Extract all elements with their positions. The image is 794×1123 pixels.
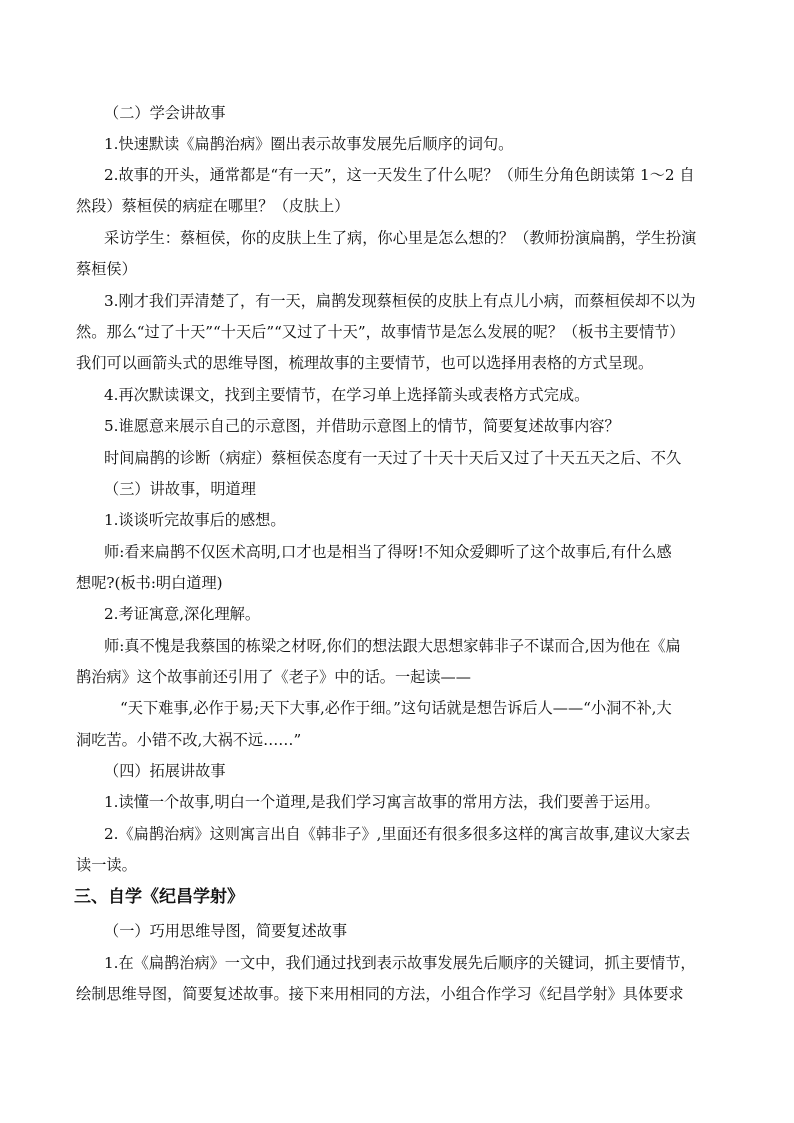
paragraph-line: 3.刚才我们弄清楚了，有一天，扁鹊发现蔡桓侯的皮肤上有点儿小病，而蔡桓侯却不以为 <box>104 292 696 310</box>
paragraph-line: 我们可以画箭头式的思维导图，梳理故事的主要情节，也可以选择用表格的方式呈现。 <box>76 354 654 372</box>
paragraph-line: 绘制思维导图，简要复述故事。接下来用相同的方法，小组合作学习《纪昌学射》具体要求 <box>76 985 684 1003</box>
quote-line: “天下难事,必作于易;天下大事,必作于细。”这句话就是想告诉后人——“小洞不补,大 <box>120 699 672 717</box>
section-heading-1: （一）巧用思维导图，简要复述故事 <box>104 922 347 940</box>
paragraph-line: 5.谁愿意来展示自己的示意图，并借助示意图上的情节，简要复述故事内容？ <box>104 417 620 435</box>
section-heading-3: （三）讲故事，明道理 <box>104 480 256 498</box>
paragraph-line: 读一读。 <box>76 856 137 874</box>
section-heading-2: （二）学会讲故事 <box>104 104 226 122</box>
paragraph-line: 2.《扁鹊治病》这则寓言出自《韩非子》,里面还有很多很多这样的寓言故事,建议大家去 <box>104 825 691 843</box>
paragraph-line: 然。那么“过了十天”“十天后”“又过了十天”，故事情节是怎么发展的呢？（板书主要情节） <box>76 323 685 341</box>
paragraph-line: 蔡桓侯） <box>76 260 137 278</box>
paragraph-line: 鹊治病》这个故事前还引用了《老子》中的话。一起读—— <box>76 668 471 686</box>
paragraph-line: 想呢?(板书:明白道理) <box>76 574 223 592</box>
paragraph-line: 师:真不愧是我蔡国的栋梁之材呀,你们的想法跟大思想家韩非子不谋而合,因为他在《扁 <box>104 637 681 655</box>
paragraph-line: 时间扁鹊的诊断（病症）蔡桓侯态度有一天过了十天十天后又过了十天五天之后、不久 <box>104 449 682 467</box>
paragraph-line: 2.考证寓意,深化理解。 <box>104 605 261 623</box>
paragraph-line: 4.再次默读课文，找到主要情节，在学习单上选择箭头或表格方式完成。 <box>104 386 590 404</box>
paragraph-line: 1.谈谈听完故事后的感想。 <box>104 511 286 529</box>
paragraph-line: 1.在《扁鹊治病》一文中，我们通过找到表示故事发展先后顺序的关键词，抓主要情节， <box>104 954 696 972</box>
chapter-heading: 三、自学《纪昌学射》 <box>74 887 244 907</box>
paragraph-line: 然段）蔡桓侯的病症在哪里？（皮肤上） <box>76 197 350 215</box>
paragraph-line: 2.故事的开头，通常都是“有一天”，这一天发生了什么呢？（师生分角色朗读第 1～2 自 <box>104 166 695 184</box>
paragraph-line: 师:看来扁鹊不仅医术高明,口才也是相当了得呀!不知众爱卿听了这个故事后,有什么感 <box>104 543 672 561</box>
paragraph-line: 1.快速默读《扁鹊治病》圈出表示故事发展先后顺序的词句。 <box>104 135 514 153</box>
paragraph-line: 1.读懂一个故事,明白一个道理,是我们学习寓言故事的常用方法，我们要善于运用。 <box>104 793 660 811</box>
quote-line: 洞吃苦。小错不改,大祸不远……” <box>76 731 302 749</box>
section-heading-4: （四）拓展讲故事 <box>104 762 226 780</box>
paragraph-line: 采访学生：蔡桓侯，你的皮肤上生了病，你心里是怎么想的？（教师扮演扁鹊，学生扮演 <box>104 229 697 247</box>
